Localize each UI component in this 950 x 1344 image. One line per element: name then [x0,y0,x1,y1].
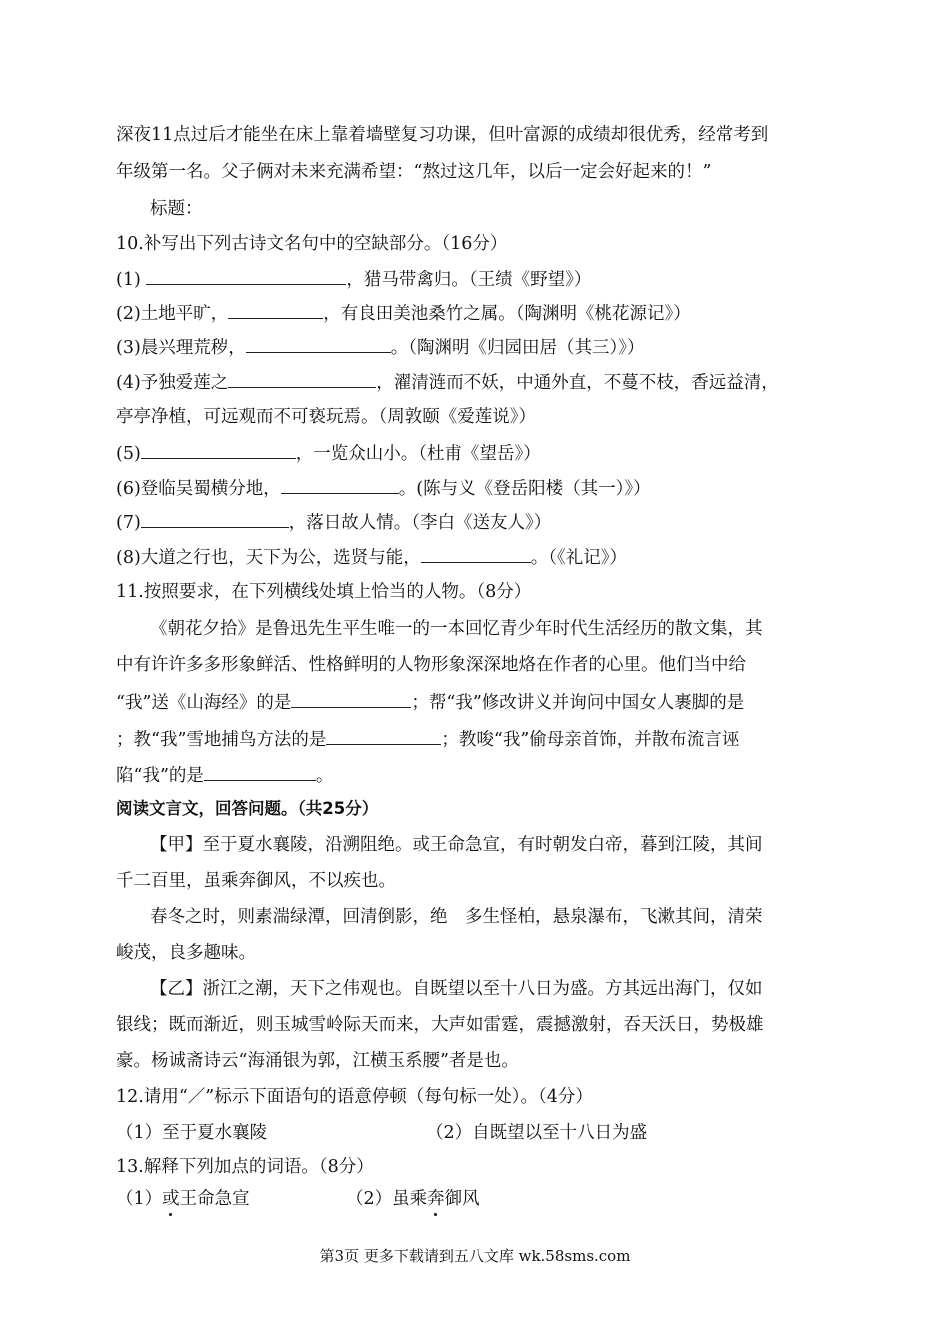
dotted-word: 或 [162,1189,180,1209]
question-heading: 12.请用“／”标示下面语句的语意停顿（每句标一处）。（4分） [116,1087,593,1107]
section-heading: 阅读文言文，回答问题。（共25分） [116,799,379,818]
item-text: (5) [116,444,141,464]
fill-item [116,544,846,570]
classical-text: 峻茂，良多趣味。 [116,943,256,963]
fill-item-continuation: 亭亭净植，可远观而不可亵玩焉。（周敦颐《爱莲说》） [116,407,536,427]
answer-blank[interactable] [146,266,346,285]
q13-items [116,1187,846,1211]
q12-item: （2）自既望以至十八日为盛 [426,1123,648,1143]
classical-text: 豪。杨诚斋诗云“海涌银为郭，江横玉系腰”者是也。 [116,1051,519,1071]
fill-item [116,369,846,395]
dotted-word: 奔 [427,1189,445,1209]
fill-item [116,509,846,535]
classical-text: 千二百里，虽乘奔御风，不以疾也。 [116,871,396,891]
q12-item: （1）至于夏水襄陵 [116,1123,268,1143]
fill-item [116,266,846,292]
answer-blank[interactable] [228,369,376,388]
classical-text: 【甲】至于夏水襄陵，沿溯阻绝。或王命急宣，有时朝发白帝，暮到江陵，其间 [150,835,763,855]
item-text: (6)登临吴蜀横分地， [116,479,281,499]
answer-blank[interactable] [246,334,391,353]
classical-text: 银线；既而渐近，则玉城雪岭际天而来，大声如雷霆，震撼激射，吞天沃日，势极雄 [116,1015,764,1035]
item-text: ，一览众山小。（杜甫《望岳》） [295,444,541,464]
item-text: (2)土地平旷， [116,304,229,324]
answer-blank[interactable] [228,300,323,319]
item-text: 王命急宣 [179,1189,250,1209]
q11-text [116,689,846,715]
item-text: (4)予独爱莲之 [116,373,229,393]
question-heading: 10.补写出下列古诗文名句中的空缺部分。（16分） [116,234,508,254]
fill-item [116,440,846,466]
item-text: ，猎马带禽归。（王绩《野望》） [346,270,592,290]
item-text: 。（《礼记》） [530,548,628,568]
question-heading: 11.按照要求，在下列横线处填上恰当的人物。（8分） [116,582,532,602]
item-text: 。（陶渊明《归园田居（其三）》） [390,338,645,358]
item-text: ；教“我”雪地捕鸟方法的是 [116,730,327,750]
fill-item [116,334,846,360]
item-text: “我”送《山海经》的是 [116,693,292,713]
page-footer: 第3页 更多下载请到五八文库 wk.58sms.com [319,1247,631,1265]
q13-item [116,1189,250,1209]
question-heading: 13.解释下列加点的词语。（8分） [116,1157,374,1177]
item-text: (3)晨兴理荒秽， [116,338,246,358]
answer-blank[interactable] [281,475,399,494]
answer-blank[interactable] [141,509,289,528]
item-text: ，落日故人情。（李白《送友人》） [288,513,552,533]
item-text: 御风 [444,1189,480,1209]
item-text: ；教唆“我”偷母亲首饰，并散布流言诬 [441,730,740,750]
item-text: (8)大道之行也，天下为公，选贤与能， [116,548,421,568]
item-text: (7) [116,513,141,533]
item-text: 。(陈与义《登岳阳楼（其一）》） [398,479,651,499]
title-label: 标题： [150,199,203,219]
classical-text: 【乙】浙江之潮，天下之伟观也。自既望以至十八日为盛。方其远出海门，仅如 [150,979,763,999]
item-text: 陷“我”的是 [116,766,204,786]
item-text: ，有良田美池桑竹之属。（陶渊明《桃花源记》） [323,304,691,324]
q11-text: 中有许许多多形象鲜活、性格鲜明的人物形象深深地烙在作者的心里。他们当中给 [116,655,746,675]
q11-text: 《朝花夕拾》是鲁迅先生平生唯一的一本回忆青少年时代生活经历的散文集，其 [150,619,763,639]
answer-blank[interactable] [421,544,531,563]
item-text: ，濯清涟而不妖，中通外直，不蔓不枝，香远益清， [376,373,779,393]
q11-text [116,726,846,752]
passage-line: 年级第一名。父子俩对未来充满希望：“熬过这几年，以后一定会好起来的！” [116,162,712,182]
answer-blank[interactable] [141,440,296,459]
q12-items [116,1121,846,1145]
q11-text [116,762,846,788]
item-text: ；帮“我”修改讲义并询问中国女人裹脚的是 [411,693,745,713]
item-text: (1) [116,270,147,290]
fill-item [116,300,846,326]
answer-blank[interactable] [291,689,411,708]
classical-text: 春冬之时，则素湍绿潭，回清倒影，绝 多生怪柏，悬泉瀑布，飞漱其间，清荣 [150,907,763,927]
fill-item [116,475,846,501]
answer-blank[interactable] [326,726,441,745]
answer-blank[interactable] [204,762,316,781]
q13-item [346,1187,480,1211]
item-text: 。 [315,766,334,786]
item-text: （1） [116,1189,163,1209]
item-text: （2）虽乘 [346,1189,428,1209]
passage-line: 深夜11点过后才能坐在床上靠着墙壁复习功课，但叶富源的成绩却很优秀，经常考到 [116,125,769,145]
